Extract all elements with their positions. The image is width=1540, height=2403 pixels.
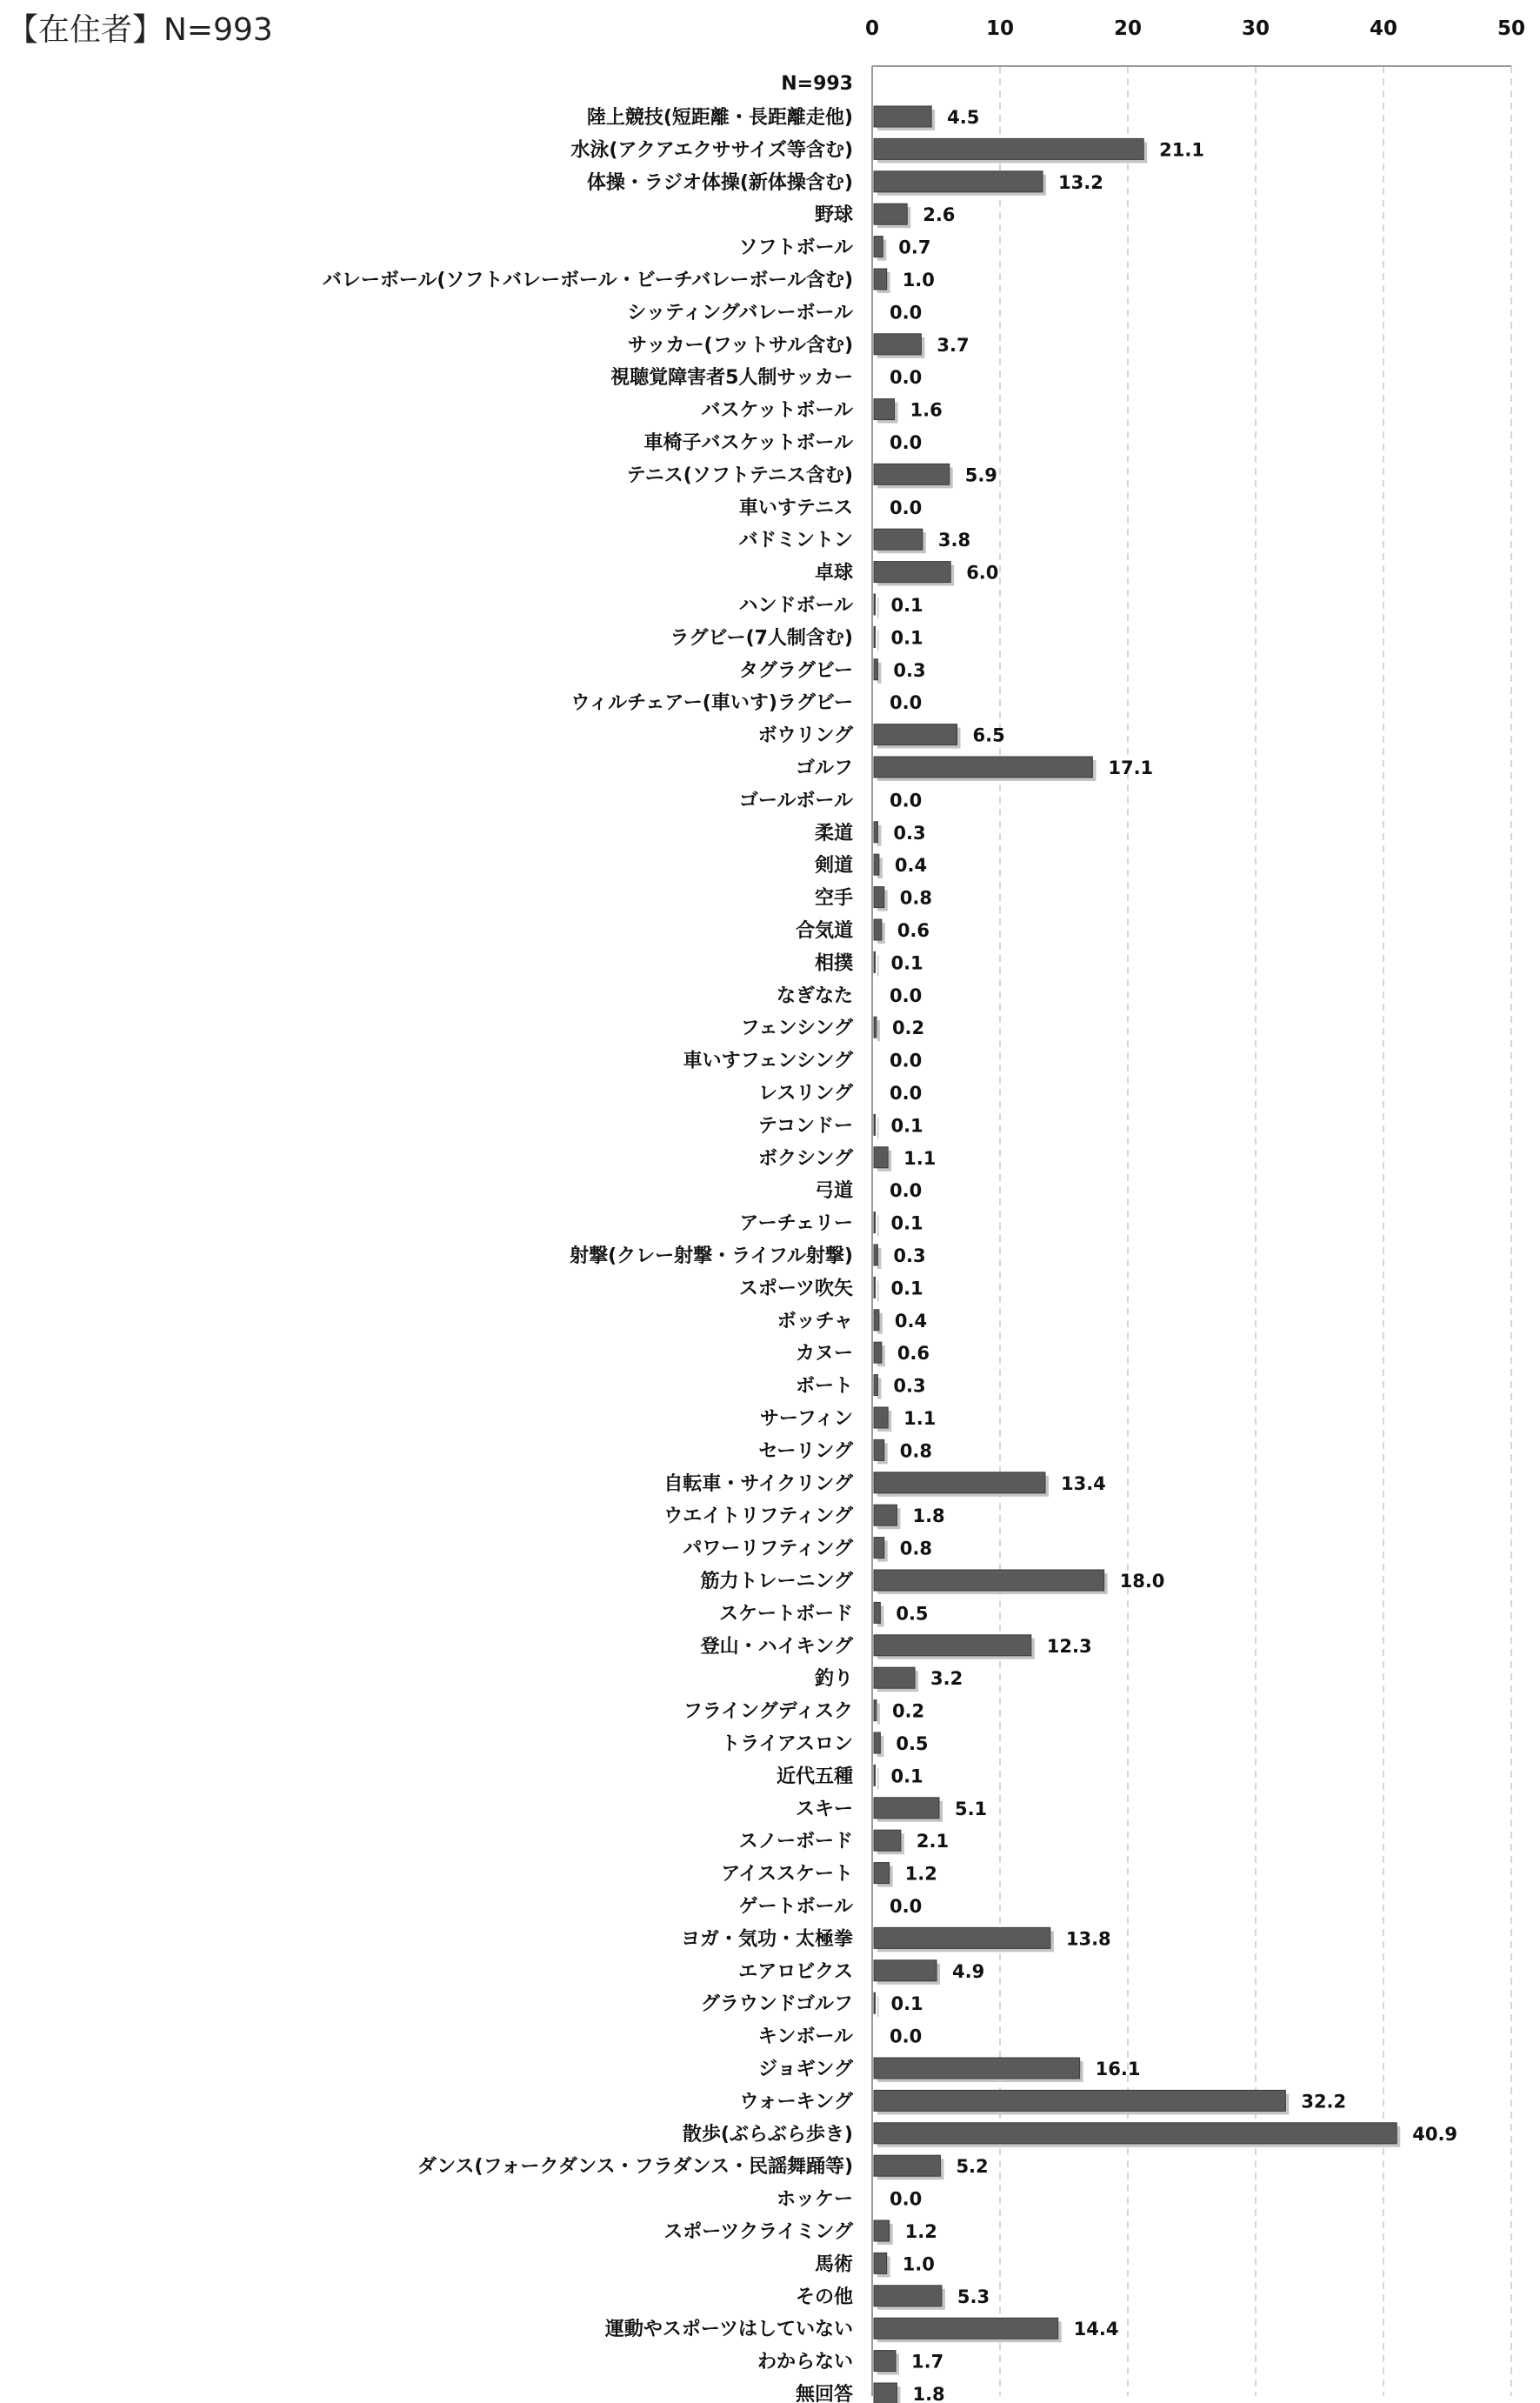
category-label: 水泳(アクアエクササイズ等含む) — [570, 139, 853, 162]
category-label: スケートボード — [718, 1603, 853, 1625]
category-label: 馬術 — [814, 2253, 853, 2276]
category-label: 柔道 — [814, 822, 853, 844]
bar-shadow — [877, 1280, 878, 1301]
bar — [874, 1570, 1104, 1591]
bar — [874, 237, 883, 257]
category-label: なぎなた — [776, 985, 853, 1007]
category-label: ヨガ・気功・太極拳 — [680, 1928, 853, 1951]
value-label: 1.1 — [903, 1408, 937, 1429]
header-label: N=993 — [781, 73, 853, 95]
category-label: ゲートボール — [738, 1896, 853, 1918]
value-label: 0.6 — [897, 1343, 930, 1365]
bar — [874, 854, 879, 875]
bar — [874, 1635, 1031, 1656]
value-label: 32.2 — [1301, 2091, 1347, 2113]
category-label: 空手 — [814, 887, 853, 910]
category-label: ボート — [795, 1375, 853, 1398]
value-label: 1.0 — [902, 2253, 935, 2275]
value-label: 0.5 — [896, 1733, 929, 1754]
bar — [874, 529, 923, 550]
value-label: 5.3 — [957, 2286, 990, 2307]
category-label: 運動やスポーツはしていない — [604, 2319, 853, 2341]
category-label: ウエイトリフティング — [663, 1505, 853, 1528]
bar — [874, 724, 957, 745]
category-label: 自転車・サイクリング — [663, 1472, 853, 1495]
bar-shadow — [877, 1118, 878, 1138]
bar-shadow — [877, 955, 878, 976]
category-label: 筋力トレーニング — [700, 1571, 853, 1592]
bar-shadow — [877, 597, 878, 618]
category-label: アイススケート — [721, 1863, 853, 1886]
category-label: ウィルチェアー(車いす)ラグビー — [570, 692, 853, 715]
value-label: 1.0 — [902, 270, 935, 290]
value-label: 4.9 — [952, 1960, 985, 1982]
bar — [874, 1472, 1045, 1493]
value-label: 0.2 — [891, 1018, 925, 1039]
category-label: 釣り — [814, 1668, 853, 1691]
value-label: 0.0 — [890, 790, 923, 811]
value-label: 0.1 — [890, 1993, 923, 2015]
value-label: 21.1 — [1159, 139, 1204, 161]
bar — [874, 1732, 880, 1753]
category-label: 卓球 — [814, 562, 853, 584]
value-label: 0.2 — [891, 1700, 925, 1722]
bar — [874, 1147, 888, 1168]
category-label: グラウンドゴルフ — [700, 1993, 853, 2016]
bar — [874, 1342, 882, 1363]
category-label: 射撃(クレー射撃・ライフル射撃) — [570, 1245, 853, 1267]
value-label: 0.0 — [890, 1083, 923, 1104]
category-label: スキー — [795, 1798, 853, 1820]
category-label: ボクシング — [757, 1147, 853, 1170]
bar — [874, 1017, 877, 1038]
bar — [874, 1863, 890, 1884]
category-label: わからない — [757, 2351, 853, 2373]
value-label: 5.9 — [964, 464, 997, 486]
value-label: 0.0 — [890, 1180, 923, 1202]
x-tick-label: 30 — [1241, 17, 1270, 40]
value-label: 0.0 — [890, 1050, 923, 1071]
category-label: 車いすフェンシング — [683, 1050, 853, 1072]
bar — [874, 269, 887, 290]
value-label: 0.0 — [890, 367, 923, 389]
category-label: スポーツ吹矢 — [738, 1278, 853, 1300]
category-label: 合気道 — [795, 920, 853, 942]
category-label: 無回答 — [795, 2384, 853, 2403]
bar — [874, 1114, 875, 1135]
category-label: 陸上競技(短距離・長距離走他) — [586, 107, 853, 129]
bar — [874, 919, 882, 940]
value-label: 17.1 — [1108, 758, 1154, 778]
category-label: 相撲 — [814, 952, 853, 975]
category-label: 視聴覚障害者5人制サッカー — [610, 367, 853, 390]
bar — [874, 2155, 940, 2176]
value-label: 13.4 — [1060, 1472, 1106, 1494]
category-label: カヌー — [795, 1343, 853, 1365]
value-label: 1.2 — [904, 1863, 937, 1885]
category-label: ボッチャ — [777, 1310, 853, 1332]
value-label: 0.1 — [890, 627, 923, 649]
bar-shadow — [877, 1768, 878, 1789]
value-label: 0.1 — [890, 1212, 923, 1234]
value-label: 5.2 — [956, 2156, 989, 2178]
category-label: サーフィン — [759, 1408, 853, 1430]
value-label: 0.0 — [890, 1896, 923, 1917]
category-label: レスリング — [758, 1083, 853, 1105]
value-label: 6.5 — [972, 724, 1005, 746]
category-label: 車椅子バスケットボール — [643, 432, 853, 454]
bar — [874, 887, 884, 908]
bar — [874, 2090, 1285, 2111]
category-label: 散歩(ぶらぶら歩き) — [682, 2123, 853, 2146]
bar-shadow — [877, 1996, 878, 2017]
bar-shadow — [877, 1704, 880, 1725]
bar — [874, 464, 950, 484]
category-label: 弓道 — [814, 1180, 853, 1203]
bar — [874, 1830, 901, 1851]
bar — [874, 2351, 896, 2372]
value-label: 3.7 — [937, 334, 970, 356]
category-label: バレーボール(ソフトバレーボール・ビーチバレーボール含む) — [322, 270, 853, 291]
value-label: 1.1 — [903, 1147, 937, 1169]
bar — [874, 1960, 937, 1981]
bar — [874, 106, 931, 127]
x-tick-label: 0 — [864, 17, 880, 40]
category-label: 登山・ハイキング — [700, 1635, 853, 1658]
bar — [874, 951, 875, 972]
bar — [874, 659, 877, 680]
value-label: 4.5 — [947, 107, 980, 128]
category-label: セーリング — [758, 1440, 853, 1463]
value-label: 1.8 — [912, 1505, 945, 1527]
bar — [874, 138, 1143, 159]
value-label: 0.4 — [894, 855, 928, 877]
value-label: 0.1 — [890, 1115, 923, 1137]
bar — [874, 1927, 1050, 1948]
bar — [874, 2253, 887, 2273]
value-label: 6.0 — [966, 562, 999, 584]
bar — [874, 2286, 942, 2306]
value-label: 3.8 — [937, 530, 971, 551]
category-label: フライングディスク — [683, 1700, 853, 1723]
value-label: 0.1 — [890, 1766, 923, 1787]
bar — [874, 1407, 888, 1428]
value-label: 3.2 — [930, 1668, 963, 1690]
bar — [874, 1700, 877, 1721]
value-label: 0.0 — [890, 432, 923, 453]
category-label: ジョギング — [758, 2059, 853, 2080]
bar — [874, 204, 907, 224]
bar — [874, 1277, 875, 1298]
bar — [874, 334, 921, 355]
category-label: ボウリング — [757, 724, 853, 747]
value-label: 0.4 — [894, 1310, 928, 1332]
value-label: 1.8 — [912, 2384, 945, 2403]
category-label: ウォーキング — [739, 2091, 853, 2113]
bar — [874, 1439, 884, 1460]
category-label: ハンドボール — [738, 595, 853, 617]
category-label: 近代五種 — [776, 1766, 853, 1788]
category-label: その他 — [795, 2286, 853, 2308]
bar — [874, 1375, 877, 1396]
category-label: テコンドー — [757, 1115, 853, 1138]
bar-shadow — [877, 1020, 880, 1041]
bar — [874, 1505, 897, 1525]
x-tick-label: 10 — [985, 17, 1015, 40]
bar — [874, 1245, 877, 1265]
category-label: トライアスロン — [721, 1733, 853, 1755]
category-label: 剣道 — [814, 855, 853, 878]
category-label: ダンス(フォークダンス・フラダンス・民謡舞踊等) — [417, 2156, 853, 2179]
value-label: 0.3 — [893, 1375, 926, 1397]
value-label: 1.2 — [904, 2221, 937, 2242]
value-label: 0.7 — [898, 237, 931, 258]
category-label: タグラグビー — [738, 659, 853, 682]
value-label: 0.6 — [897, 920, 930, 941]
category-label: スポーツクライミング — [663, 2221, 853, 2243]
bar — [874, 594, 875, 615]
bar — [874, 1798, 939, 1819]
value-label: 13.2 — [1058, 171, 1103, 193]
value-label: 0.0 — [890, 2188, 923, 2210]
chart-title: 【在住者】N=993 — [7, 12, 273, 48]
value-label: 0.0 — [890, 985, 923, 1006]
value-label: 0.0 — [890, 692, 923, 714]
bar — [874, 562, 950, 583]
value-label: 0.3 — [893, 1245, 926, 1266]
value-label: 0.0 — [890, 2026, 923, 2047]
value-label: 0.8 — [899, 1538, 932, 1559]
value-label: 0.8 — [899, 887, 932, 909]
x-tick-label: 50 — [1497, 17, 1526, 40]
category-label: キンボール — [757, 2026, 853, 2048]
x-tick-label: 40 — [1369, 17, 1398, 40]
bar — [874, 1310, 879, 1331]
value-label: 18.0 — [1119, 1571, 1165, 1592]
bar — [874, 171, 1043, 192]
category-label: スノーボード — [738, 1831, 853, 1853]
bar — [874, 626, 875, 647]
bar — [874, 1992, 875, 2013]
category-label: パワーリフティング — [683, 1538, 853, 1560]
bar — [874, 1667, 915, 1688]
value-label: 40.9 — [1412, 2123, 1458, 2145]
value-label: 1.7 — [910, 2351, 944, 2373]
bar — [874, 1602, 880, 1623]
category-label: バドミントン — [738, 530, 853, 552]
category-label: バスケットボール — [701, 399, 853, 422]
category-label: 体操・ラジオ体操(新体操含む) — [586, 171, 853, 194]
category-label: ソフトボール — [738, 237, 853, 259]
bar — [874, 2220, 890, 2241]
value-label: 16.1 — [1095, 2059, 1141, 2079]
category-label: シッティングバレーボール — [627, 302, 853, 324]
value-label: 13.8 — [1065, 1928, 1111, 1950]
category-label: アーチェリー — [739, 1212, 853, 1235]
category-label: サッカー(フットサル含む) — [627, 334, 853, 357]
category-label: 車いすテニス — [738, 497, 853, 519]
category-label: テニス(ソフトテニス含む) — [626, 464, 853, 487]
value-label: 0.8 — [899, 1440, 932, 1462]
category-label: ホッケー — [776, 2188, 853, 2211]
value-label: 2.1 — [916, 1831, 950, 1852]
value-label: 12.3 — [1046, 1635, 1092, 1657]
bar — [874, 399, 895, 420]
bar-shadow — [877, 1216, 878, 1237]
category-label: エアロビクス — [738, 1960, 853, 1983]
value-label: 0.1 — [890, 1278, 923, 1299]
value-label: 1.6 — [910, 399, 943, 421]
category-label: ラグビー(7人制含む) — [670, 627, 853, 650]
bar — [874, 822, 877, 843]
bar — [874, 2318, 1058, 2339]
bar — [874, 2383, 897, 2403]
bar — [874, 2123, 1397, 2144]
value-label: 5.1 — [954, 1798, 988, 1819]
category-label: 野球 — [814, 204, 853, 227]
value-label: 0.0 — [890, 497, 923, 518]
category-label: フェンシング — [740, 1018, 853, 1040]
bar-shadow — [877, 630, 878, 651]
value-label: 0.1 — [890, 952, 923, 974]
value-label: 14.4 — [1073, 2319, 1119, 2340]
category-label: ゴールボール — [738, 790, 853, 812]
value-label: 0.0 — [890, 302, 923, 324]
value-label: 0.5 — [896, 1603, 929, 1625]
bar — [874, 1212, 875, 1233]
bar — [874, 1538, 884, 1559]
value-label: 0.1 — [890, 595, 923, 616]
category-label: ゴルフ — [795, 758, 853, 779]
value-label: 0.3 — [893, 659, 926, 681]
bar — [874, 2058, 1080, 2079]
bar — [874, 1765, 875, 1786]
value-label: 0.3 — [893, 822, 926, 844]
bar — [874, 757, 1092, 778]
value-label: 2.6 — [923, 204, 956, 226]
x-tick-label: 20 — [1113, 17, 1143, 40]
